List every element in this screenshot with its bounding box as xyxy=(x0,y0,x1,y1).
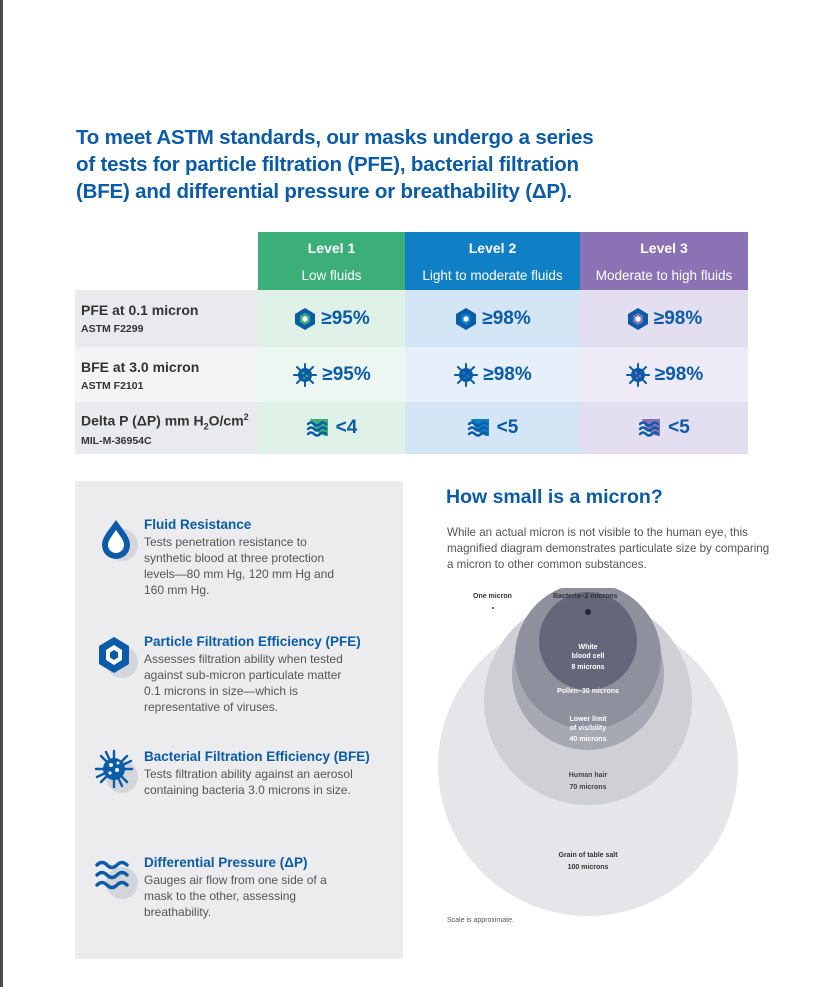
delta-p-level-1-value: <4 xyxy=(335,417,358,438)
visibility-label xyxy=(548,716,628,745)
feature-panel xyxy=(75,481,403,959)
bfe-level-2-value: ≥98% xyxy=(483,363,532,385)
delta-p-icon xyxy=(638,416,664,440)
vis-label-c: 40 microns xyxy=(569,736,607,743)
headline: To meet ASTM standards, our masks undergo a series of tests for particle filtration (PFE), bacterial filtration (BFE) and differential pressure or breathability (ΔP). xyxy=(76,126,594,203)
wbc-label-c: 8 microns xyxy=(571,664,605,671)
row-title xyxy=(81,412,249,431)
waves-icon xyxy=(94,855,138,901)
delta-p-icon xyxy=(306,416,332,440)
level-2-sub: Light to moderate fluids xyxy=(422,268,563,283)
feature-desc: Tests filtration ability against an aerosol containing bacteria 3.0 microns in size. xyxy=(144,767,353,797)
row-label-delta-p xyxy=(75,402,258,454)
pfe-level-1-value: ≥95% xyxy=(321,307,370,329)
vis-label-b: of visibility xyxy=(569,724,607,732)
row-title: BFE at 3.0 micron xyxy=(81,359,200,375)
row-title-b: O/cm xyxy=(208,412,244,429)
level-2-header xyxy=(405,232,580,290)
vis-label-a: Lower limit xyxy=(569,716,607,723)
delta-p-level-3-value: <5 xyxy=(668,417,690,438)
wbc-circle xyxy=(539,592,637,690)
one-micron-label: One micron xyxy=(473,593,512,600)
bfe-level-2-cell xyxy=(405,347,580,402)
bfe-icon xyxy=(292,362,318,388)
row-label-bfe xyxy=(75,347,258,402)
feature-title: Differential Pressure (ΔP) xyxy=(144,855,308,870)
bacteria-dot xyxy=(585,609,591,615)
bfe-level-1-cell xyxy=(258,347,405,402)
row-standard: ASTM F2299 xyxy=(81,323,144,335)
feature-title: Particle Filtration Efficiency (PFE) xyxy=(144,634,361,649)
delta-p-icon xyxy=(467,416,493,440)
feature-desc: Assesses filtration ability when tested against sub-micron particulate matter 0.1 microns in size—which is representative of viruses. xyxy=(144,652,343,714)
particle-icon xyxy=(94,634,138,680)
level-1-sub: Low fluids xyxy=(301,268,362,283)
pfe-level-3-cell xyxy=(580,290,748,347)
feature-desc: Tests penetration resistance to synthetic blood at three protection levels—80 mm Hg, 120 mm Hg and 160 mm Hg. xyxy=(144,535,335,597)
delta-p-level-2-value: <5 xyxy=(496,417,519,438)
row-title-sup: 2 xyxy=(243,412,249,422)
table-header-blank xyxy=(75,232,258,290)
hair-label-b: 70 microns xyxy=(569,783,607,791)
bfe-level-3-cell xyxy=(580,347,748,402)
hair-label-a: Human hair xyxy=(568,772,608,779)
row-title-sub: 2 xyxy=(203,421,209,432)
wbc-label xyxy=(558,644,618,673)
row-title-a: Delta P (ΔP) mm H xyxy=(81,412,204,429)
salt-label-b: 100 microns xyxy=(567,863,609,871)
micron-desc: While an actual micron is not visible to the human eye, this magnified diagram demonstrates particulate size by comparing a micron to other common substances. xyxy=(447,526,770,571)
wbc-label-b: blood cell xyxy=(571,652,605,660)
micron-circles xyxy=(430,588,750,928)
row-standard: ASTM F2101 xyxy=(81,380,144,392)
one-micron-dot xyxy=(492,607,494,609)
level-3-header xyxy=(580,232,748,290)
level-1-name: Level 1 xyxy=(307,240,356,256)
page-edge-rule xyxy=(0,0,3,987)
pfe-icon xyxy=(626,307,650,331)
micron-title: How small is a micron? xyxy=(446,486,663,508)
bfe-icon xyxy=(453,362,479,388)
row-standard: MIL-M-36954C xyxy=(81,435,152,447)
delta-p-level-3-cell xyxy=(580,402,748,454)
salt-label-a: Grain of table salt xyxy=(558,852,618,859)
pfe-level-2-cell xyxy=(405,290,580,347)
level-3-name: Level 3 xyxy=(640,240,688,256)
pfe-icon xyxy=(454,307,478,331)
feature-desc: Gauges air flow from one side of a mask to the other, assessing breathability. xyxy=(144,873,327,919)
feature-title: Fluid Resistance xyxy=(144,517,252,532)
row-title: PFE at 0.1 micron xyxy=(81,302,199,318)
delta-p-level-2-cell xyxy=(405,402,580,454)
level-3-sub: Moderate to high fluids xyxy=(595,268,733,283)
delta-p-level-1-cell xyxy=(258,402,405,454)
pfe-level-1-cell xyxy=(258,290,405,347)
bfe-level-3-value: ≥98% xyxy=(654,363,704,385)
row-label-pfe xyxy=(75,290,258,347)
scale-note: Scale is approximate. xyxy=(447,917,514,924)
pfe-level-2-value: ≥98% xyxy=(482,307,531,329)
bacteria-icon xyxy=(94,749,138,795)
feature-title: Bacterial Filtration Efficiency (BFE) xyxy=(144,749,370,764)
bfe-level-1-value: ≥95% xyxy=(322,363,371,385)
bacteria-label: Bacteria–2 microns xyxy=(553,593,618,600)
pfe-level-3-value: ≥98% xyxy=(653,307,703,329)
micron-diagram xyxy=(430,588,750,928)
salt-label xyxy=(538,852,638,872)
bfe-icon xyxy=(625,362,651,388)
hair-label xyxy=(548,772,628,792)
level-1-header xyxy=(258,232,405,290)
pollen-label: Pollen–30 microns xyxy=(557,688,619,695)
wbc-label-a: White xyxy=(578,644,598,651)
droplet-icon xyxy=(94,517,138,563)
level-2-name: Level 2 xyxy=(468,240,517,256)
pfe-icon xyxy=(293,307,317,331)
